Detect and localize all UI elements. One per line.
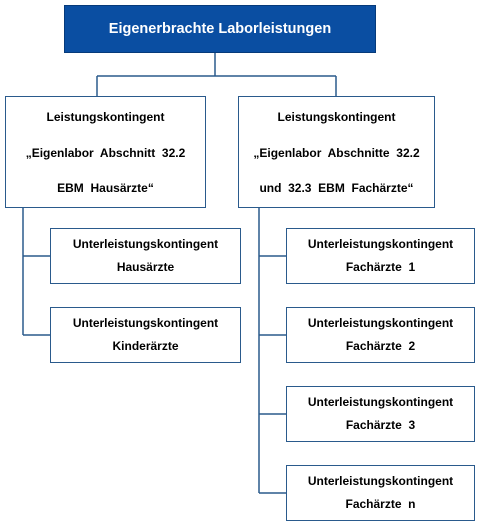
- main-node-line: und 32.3 EBM Fachärzte“: [259, 181, 414, 195]
- sub-node-title: Unterleistungskontingent: [307, 474, 454, 488]
- main-node-line: EBM Hausärzte“: [57, 181, 154, 195]
- main-node-line: „Eigenlabor Abschnitt 32.2: [25, 145, 186, 160]
- main-node-line: „Eigenlabor Abschnitte 32.2: [253, 145, 420, 160]
- sub-node-fachaerzte-1: [286, 228, 475, 284]
- sub-node-title: Unterleistungskontingent: [72, 316, 219, 330]
- sub-node-name: Hausärzte: [116, 260, 175, 274]
- main-node-fachaerzte: [238, 96, 435, 208]
- sub-node-name: Fachärzte 2: [345, 339, 416, 353]
- sub-node-name: Fachärzte 3: [345, 418, 416, 432]
- sub-node-kinderaerzte: [50, 307, 241, 363]
- sub-node-fachaerzte-n: [286, 465, 475, 521]
- sub-node-name: Kinderärzte: [112, 339, 179, 353]
- main-node-line: Leistungskontingent: [277, 110, 396, 124]
- sub-node-hausaerzte: [50, 228, 241, 284]
- sub-node-name: Fachärzte 1: [345, 260, 416, 274]
- sub-node-title: Unterleistungskontingent: [307, 237, 454, 251]
- sub-node-title: Unterleistungskontingent: [72, 237, 219, 251]
- sub-node-fachaerzte-3: [286, 386, 475, 442]
- sub-node-fachaerzte-2: [286, 307, 475, 363]
- main-node-hausaerzte: [5, 96, 206, 208]
- sub-node-title: Unterleistungskontingent: [307, 316, 454, 330]
- root-label: Eigenerbrachte Laborleistungen: [108, 21, 332, 37]
- main-node-line: Leistungskontingent: [46, 110, 165, 124]
- root-node: [64, 5, 376, 53]
- sub-node-title: Unterleistungskontingent: [307, 395, 454, 409]
- sub-node-name: Fachärzte n: [345, 497, 416, 511]
